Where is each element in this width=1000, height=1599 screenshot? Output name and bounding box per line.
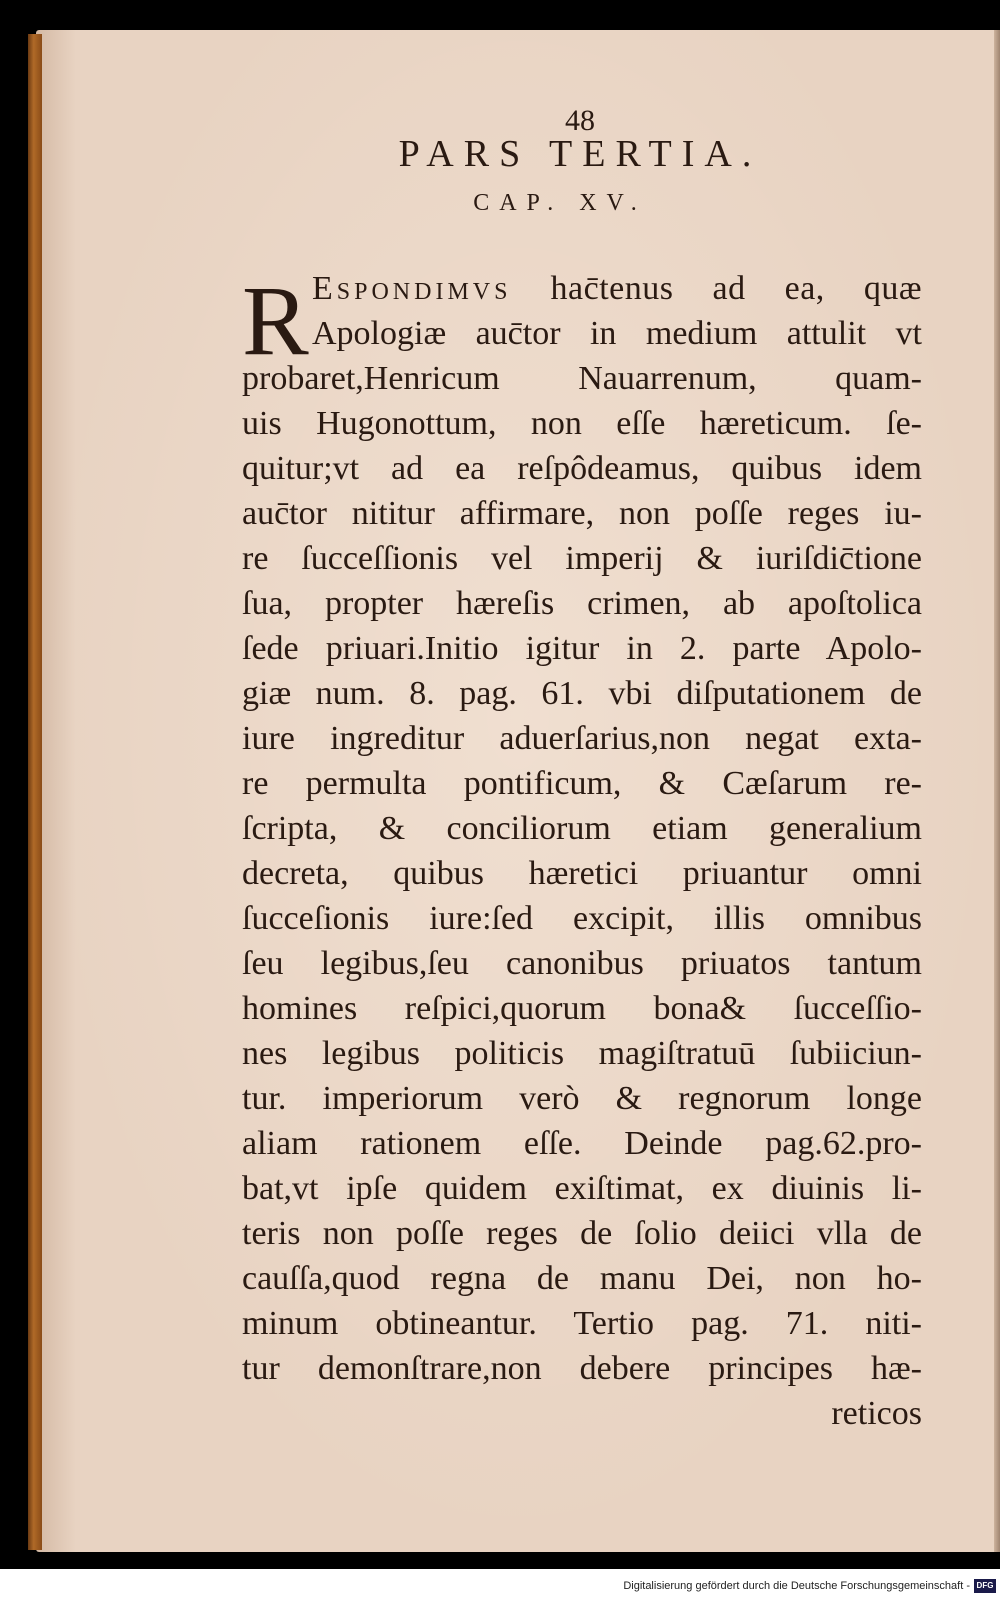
first-line-rest: hac̄tenus ad ea, quæ <box>550 270 922 307</box>
drop-cap-initial: R <box>242 265 309 376</box>
dfg-logo-icon: DFG <box>974 1579 996 1593</box>
text-line: ſede priuari.Initio igitur in 2. parte Apolo- <box>242 630 922 667</box>
text-line: nes legibus politicis magiſtratuū ſubiiciun- <box>242 1035 922 1072</box>
footer-strip <box>0 1569 1000 1599</box>
book-binding-edge <box>28 34 42 1550</box>
text-line: quitur;vt ad ea reſpôdeamus, quibus idem <box>242 450 922 487</box>
text-line: teris non poſſe reges de ſolio deiici vlla de <box>242 1215 922 1252</box>
text-line: bat,vt ipſe quidem exiſtimat, ex diuinis li- <box>242 1170 922 1207</box>
page-right-edge <box>994 30 1000 1552</box>
body-text <box>242 266 922 1436</box>
catchword: reticos <box>831 1395 922 1432</box>
text-line: uis Hugonottum, non eſſe hæreticum. ſe- <box>242 405 922 442</box>
text-line: probaret,Henricum Nauarrenum, quam- <box>242 360 922 397</box>
text-line: re permulta pontificum, & Cæſarum re- <box>242 765 922 802</box>
text-line: re ſucceſſionis vel imperij & iuriſdic̄tione <box>242 540 922 577</box>
text-line: ſcripta, & conciliorum etiam generalium <box>242 810 922 847</box>
text-line: homines reſpici,quorum bona& ſucceſſio- <box>242 990 922 1027</box>
text-line: cauſſa,quod regna de manu Dei, non ho- <box>242 1260 922 1297</box>
first-word-smallcaps: Espondimvs <box>312 270 512 307</box>
text-line: ſucceſionis iure:ſed excipit, illis omnibus <box>242 900 922 937</box>
text-line: aliam rationem eſſe. Deinde pag.62.pro- <box>242 1125 922 1162</box>
chapter-heading: CAP. XV. <box>473 190 647 216</box>
text-line: ſeu legibus,ſeu canonibus priuatos tantum <box>242 945 922 982</box>
text-line: Apologiæ auc̄tor in medium attulit vt <box>312 315 922 352</box>
text-line: decreta, quibus hæretici priuantur omni <box>242 855 922 892</box>
text-line: auc̄tor nititur affirmare, non poſſe reges iu- <box>242 495 922 532</box>
text-line: minum obtineantur. Tertio pag. 71. niti- <box>242 1305 922 1342</box>
text-line: giæ num. 8. pag. 61. vbi diſputationem de <box>242 675 922 712</box>
digitization-credit: Digitalisierung gefördert durch die Deutsche Forschungsgemeinschaft - <box>623 1580 970 1592</box>
text-line: iure ingreditur aduerſarius,non negat exta- <box>242 720 922 757</box>
text-line: tur demonſtrare,non debere principes hæ- <box>242 1350 922 1387</box>
text-line: tur. imperiorum verò & regnorum longe <box>242 1080 922 1117</box>
text-line <box>242 266 922 311</box>
text-line: ſua, propter hæreſis crimen, ab apoſtolica <box>242 585 922 622</box>
page-number: 48 <box>565 104 595 137</box>
part-title: PARS TERTIA. <box>398 133 762 175</box>
